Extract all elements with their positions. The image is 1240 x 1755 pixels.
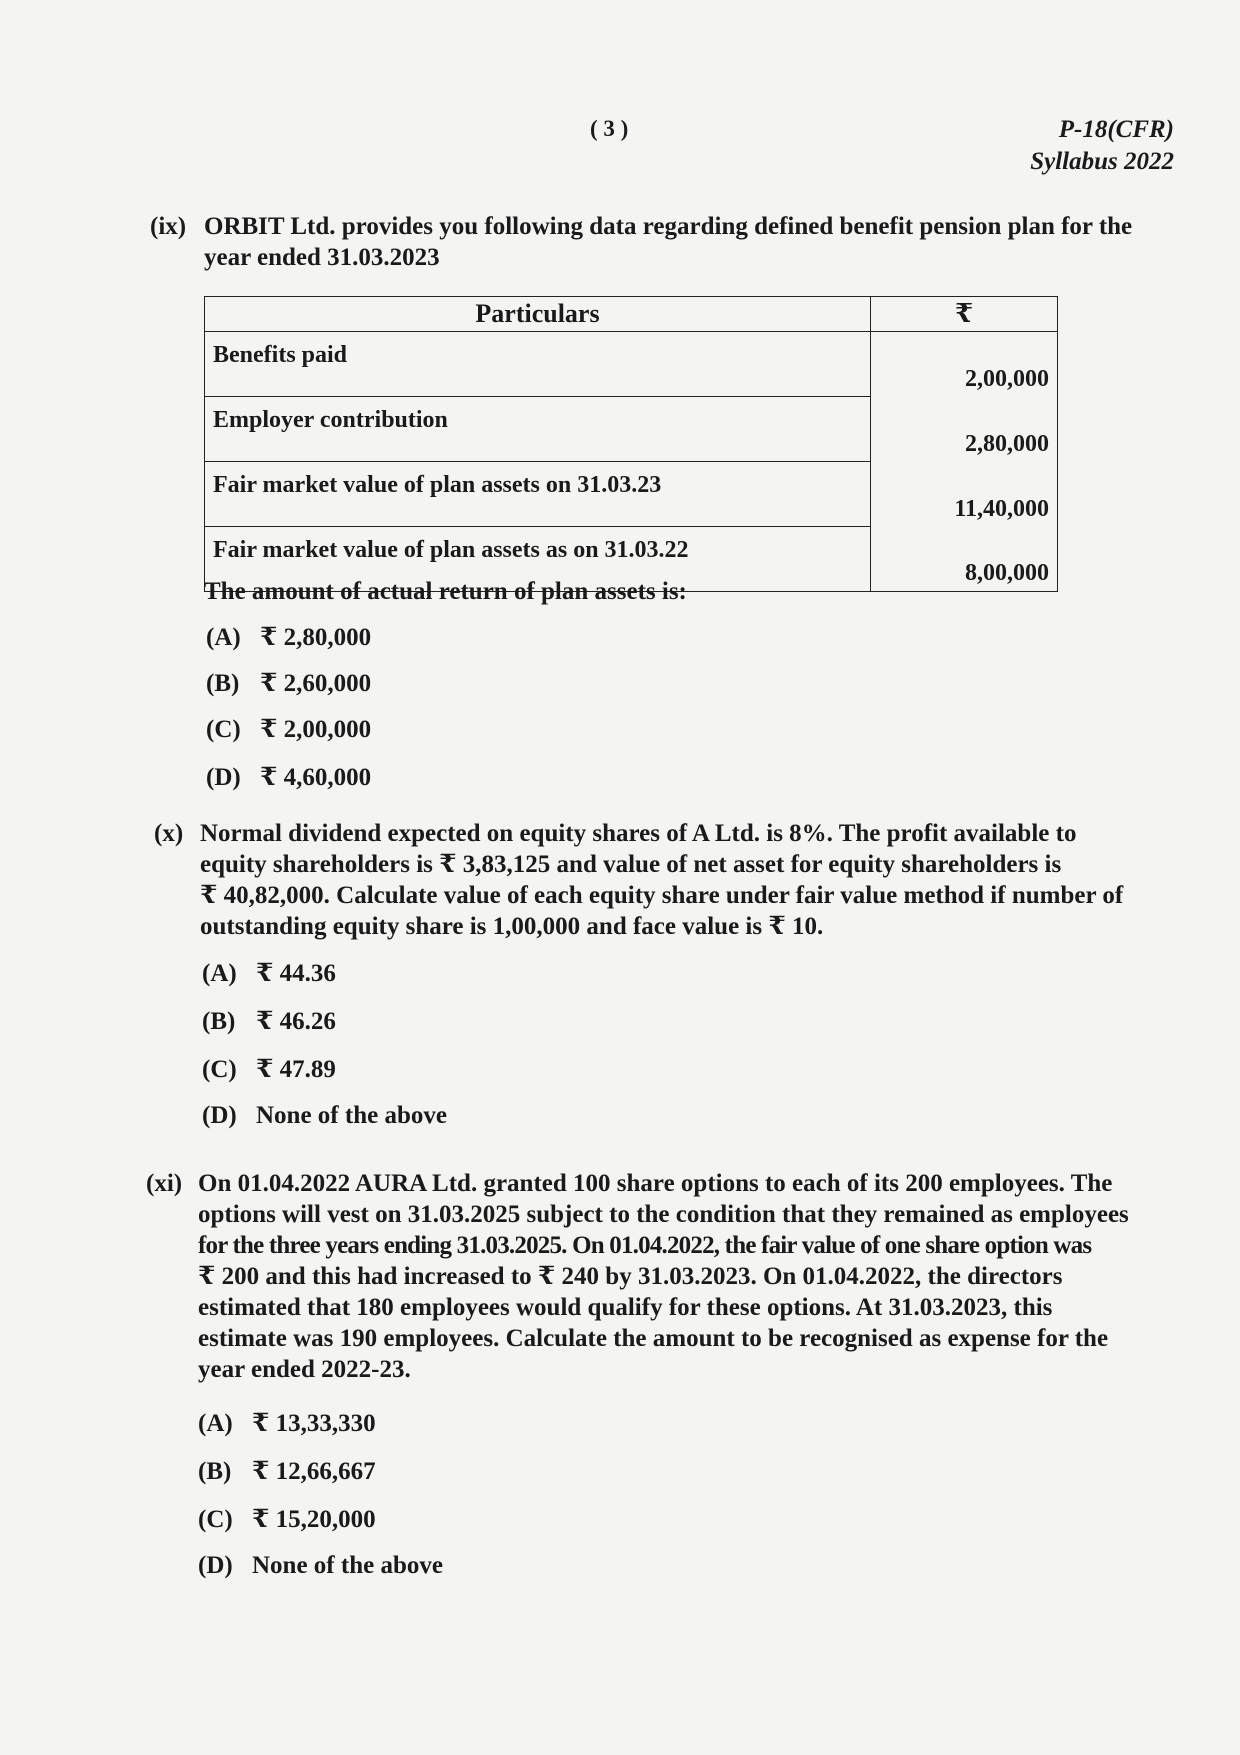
question-text-line: outstanding equity share is 1,00,000 and face value is ₹ 10. — [200, 913, 824, 940]
option-c[interactable]: (C) ₹ 47.89 — [202, 1056, 336, 1083]
question-text-line: options will vest on 31.03.2025 subject to the condition that they remained as employees — [198, 1201, 1129, 1228]
paper-code: P-18(CFR) — [1058, 116, 1174, 143]
question-prompt: The amount of actual return of plan assets is: — [204, 578, 687, 605]
header-amount: ₹ — [871, 297, 1058, 332]
row-amount: 11,40,000 — [871, 462, 1058, 527]
question-text-line: equity shareholders is ₹ 3,83,125 and value of net asset for equity shareholders is — [200, 851, 1062, 878]
option-b[interactable]: (B) ₹ 46.26 — [202, 1008, 336, 1035]
header-particulars: Particulars — [205, 297, 871, 332]
option-b[interactable]: (B) ₹ 12,66,667 — [198, 1458, 376, 1485]
question-number: (ix) — [150, 213, 187, 240]
question-text-line: estimated that 180 employees would qualify for these options. At 31.03.2023, this — [198, 1294, 1053, 1321]
row-label: Fair market value of plan assets on 31.03.23 — [205, 462, 871, 527]
option-b[interactable]: (B) ₹ 2,60,000 — [206, 670, 372, 697]
table-row — [205, 462, 1058, 527]
row-amount: 2,80,000 — [871, 397, 1058, 462]
option-a[interactable]: (A) ₹ 44.36 — [202, 960, 336, 987]
question-text-line: On 01.04.2022 AURA Ltd. granted 100 share options to each of its 200 employees. The — [198, 1170, 1113, 1197]
table-row — [205, 397, 1058, 462]
row-amount: 8,00,000 — [871, 527, 1058, 592]
row-label: Benefits paid — [205, 332, 871, 397]
question-number: (xi) — [146, 1170, 183, 1197]
question-xi — [146, 1168, 1172, 1385]
question-ix — [150, 211, 1175, 273]
page-number: ( 3 ) — [590, 116, 629, 141]
question-text-line: ₹ 40,82,000. Calculate value of each equity share under fair value method if number of — [200, 882, 1124, 909]
row-label: Fair market value of plan assets as on 31.03.22 — [205, 527, 871, 592]
table-row — [205, 332, 1058, 397]
option-a[interactable]: (A) ₹ 13,33,330 — [198, 1410, 376, 1437]
option-d[interactable]: (D) None of the above — [202, 1102, 447, 1129]
question-text-line: ORBIT Ltd. provides you following data regarding defined benefit pension plan for the — [204, 213, 1133, 240]
question-text-line: ₹ 200 and this had increased to ₹ 240 by 31.03.2023. On 01.04.2022, the directors — [198, 1263, 1063, 1290]
question-text-line: year ended 2022-23. — [198, 1356, 411, 1383]
option-c[interactable]: (C) ₹ 15,20,000 — [198, 1506, 376, 1533]
question-number: (x) — [154, 820, 184, 847]
option-a[interactable]: (A) ₹ 2,80,000 — [206, 624, 372, 651]
table-header-row — [205, 297, 1058, 332]
question-text-line: Normal dividend expected on equity shares of A Ltd. is 8%. The profit available to — [200, 820, 1077, 847]
question-x — [154, 818, 1174, 942]
syllabus-label: Syllabus 2022 — [1030, 148, 1174, 175]
option-d[interactable]: (D) ₹ 4,60,000 — [206, 764, 372, 791]
option-c[interactable]: (C) ₹ 2,00,000 — [206, 716, 372, 743]
paper-header — [1030, 114, 1174, 178]
row-label: Employer contribution — [205, 397, 871, 462]
pension-data-table — [204, 296, 1058, 592]
question-text-line: estimate was 190 employees. Calculate the amount to be recognised as expense for the — [198, 1325, 1109, 1352]
option-d[interactable]: (D) None of the above — [198, 1552, 443, 1579]
row-amount: 2,00,000 — [871, 332, 1058, 397]
question-text-line: year ended 31.03.2023 — [204, 244, 440, 271]
question-text-line: for the three years ending 31.03.2025. On 01.04.2022, the fair value of one share option was — [198, 1232, 1092, 1259]
